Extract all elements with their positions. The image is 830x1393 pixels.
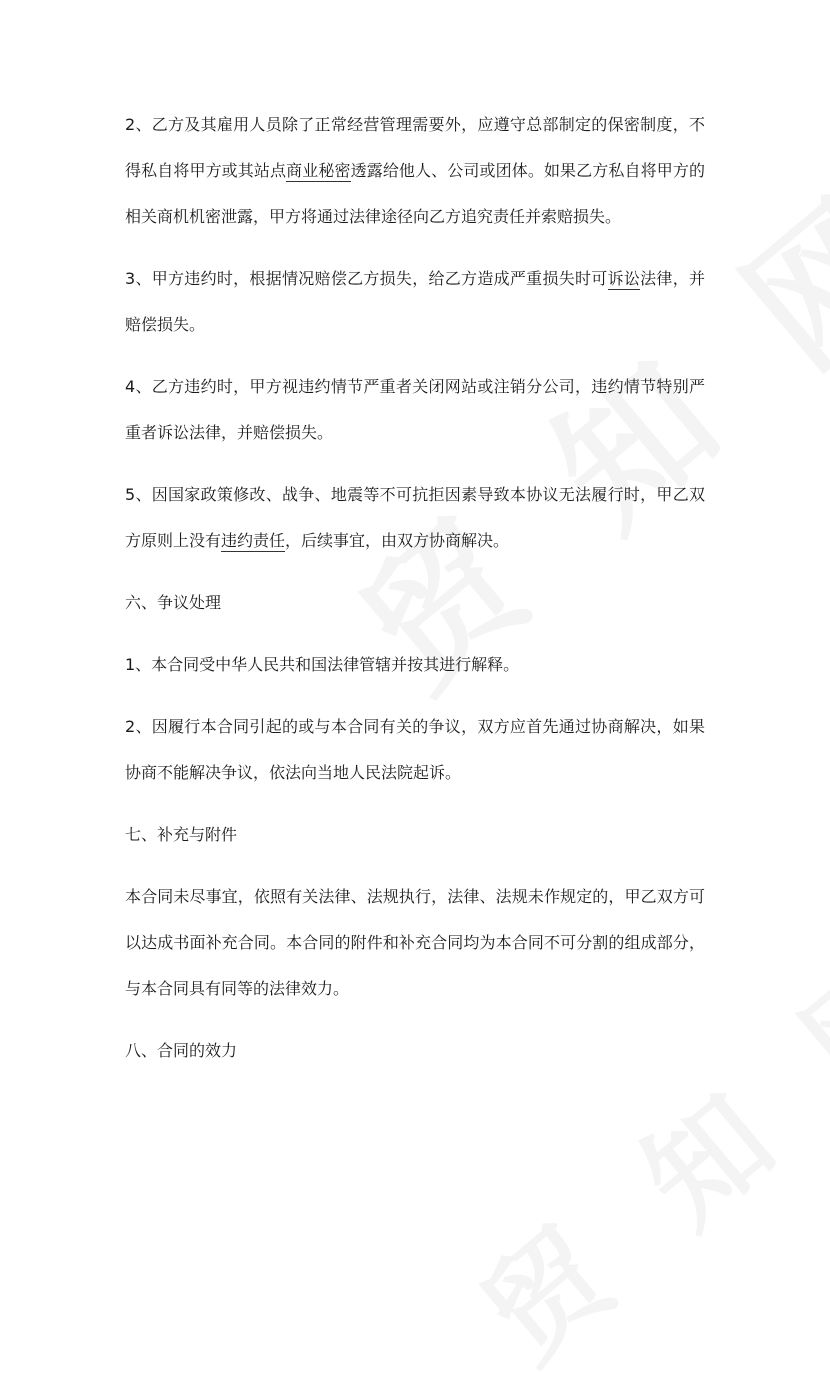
clause-text: ，后续事宜，由双方协商解决。 xyxy=(285,531,510,550)
clause-text: 3、甲方违约时，根据情况赔偿乙方损失，给乙方造成严重损失时可 xyxy=(125,269,608,288)
keyword-link-litigation[interactable]: 诉讼 xyxy=(607,269,641,288)
keyword-link-liability[interactable]: 违约责任 xyxy=(221,531,286,550)
clause-text: 法律，并赔偿损失。 xyxy=(125,269,705,334)
document-body xyxy=(125,102,705,1090)
clause-5-3 xyxy=(125,256,705,348)
clause-5-4: 4、乙方违约时，甲方视违约情节严重者关闭网站或注销分公司，违约情节特别严重者诉讼法律，并赔偿损失。 xyxy=(125,377,705,442)
clause-7: 本合同未尽事宜，依照有关法律、法规执行，法律、法规未作规定的，甲乙双方可以达成书面补充合同。本合同的附件和补充合同均为本合同不可分割的组成部分，与本合同具有同等的法律效力。 xyxy=(125,887,705,998)
clause-text: 5、因国家政策修改、战争、地震等不可抗拒因素导致本协议无法履行时，甲乙双方原则上没有 xyxy=(125,485,705,550)
clause-text: 透露给他人、公司或团体。如果乙方私自将甲方的相关商机机密泄露，甲方将通过法律途径向乙方追究责任并索赔损失。 xyxy=(125,161,705,226)
clause-5-5 xyxy=(125,472,705,564)
section-heading-dispute: 六、争议处理 xyxy=(125,593,222,612)
clause-text: 2、乙方及其雇用人员除了正常经营管理需要外，应遵守总部制定的保密制度，不得私自将甲方或其站点 xyxy=(125,115,705,180)
section-heading-validity: 八、合同的效力 xyxy=(125,1041,238,1060)
clause-6-2: 2、因履行本合同引起的或与本合同有关的争议，双方应首先通过协商解决，如果协商不能解决争议，依法向当地人民法院起诉。 xyxy=(125,717,705,782)
section-heading-supplement: 七、补充与附件 xyxy=(125,825,238,844)
clause-6-1: 1、本合同受中华人民共和国法律管辖并按其进行解释。 xyxy=(125,655,520,674)
clause-5-2 xyxy=(125,102,705,240)
keyword-link-trade-secret[interactable]: 商业秘密 xyxy=(286,161,351,180)
